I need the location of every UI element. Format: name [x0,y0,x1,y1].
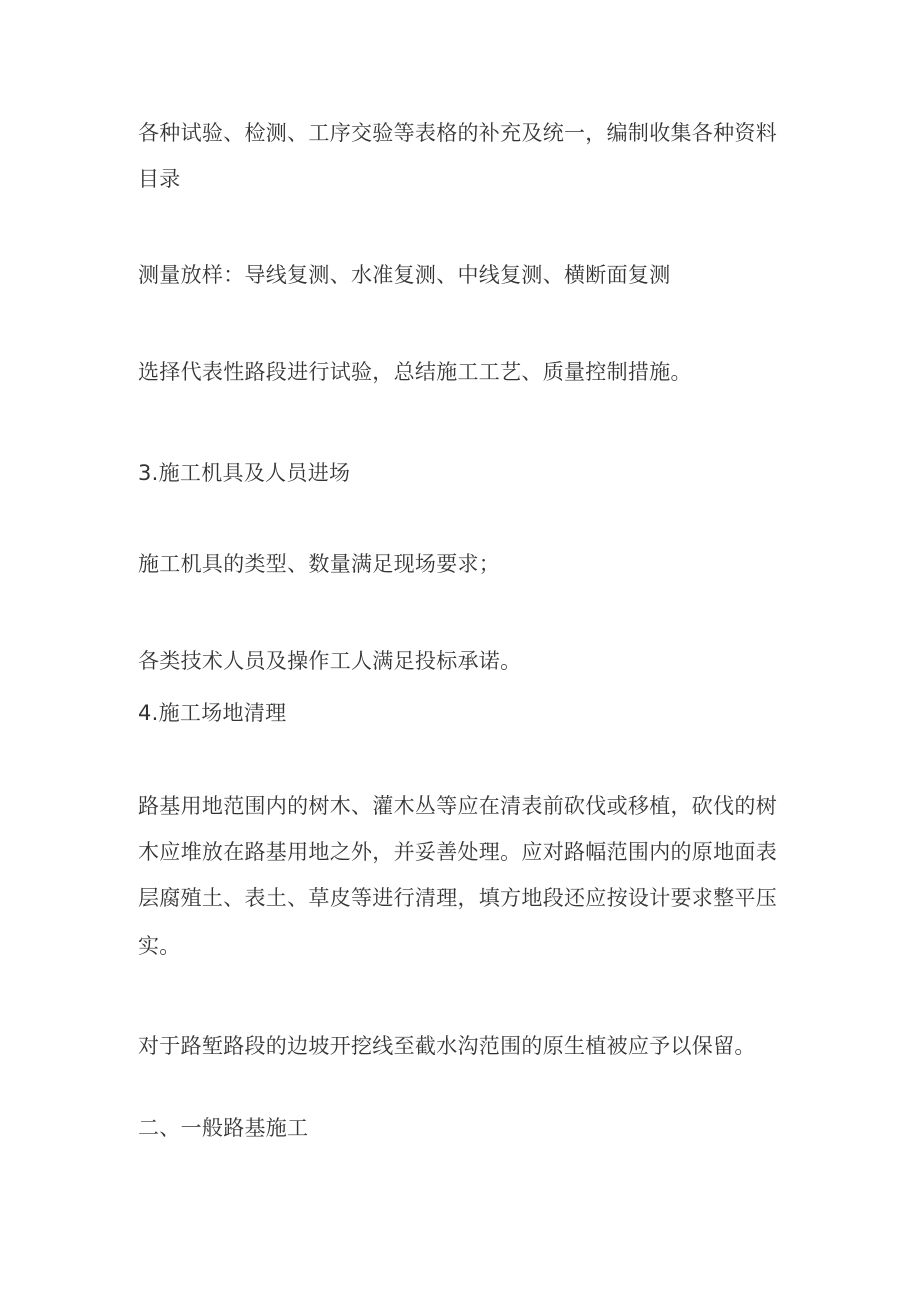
paragraph-forms-line-1: 各种试验、检测、工序交验等表格的补充及统一，编制收集各种资料 [138,121,777,145]
paragraph-clearing-line-2: 木应堆放在路基用地之外，并妥善处理。应对路幅范围内的原地面表 [138,840,777,864]
paragraph-personnel: 各类技术人员及操作工人满足投标承诺。 [138,649,522,673]
paragraph-cutting-slope: 对于路堑路段的边坡开挖线至截水沟范围的原生植被应予以保留。 [138,1034,756,1058]
paragraph-clearing-line-1: 路基用地范围内的树木、灌木丛等应在清表前砍伐或移植，砍伐的树 [138,794,777,818]
paragraph-clearing-line-4: 实。 [138,934,181,958]
paragraph-clearing-line-3: 层腐殖土、表土、草皮等进行清理，填方地段还应按设计要求整平压 [138,886,777,910]
paragraph-trial-section: 选择代表性路段进行试验，总结施工工艺、质量控制措施。 [138,360,692,384]
heading-equipment-personnel: 3.施工机具及人员进场 [138,461,351,485]
paragraph-equipment: 施工机具的类型、数量满足现场要求； [138,552,501,576]
heading-site-clearing: 4.施工场地清理 [138,701,287,725]
section-heading-general-subgrade: 二、一般路基施工 [138,1116,309,1140]
paragraph-survey: 测量放样：导线复测、水准复测、中线复测、横断面复测 [138,263,671,287]
paragraph-forms-line-2: 目录 [138,167,181,191]
